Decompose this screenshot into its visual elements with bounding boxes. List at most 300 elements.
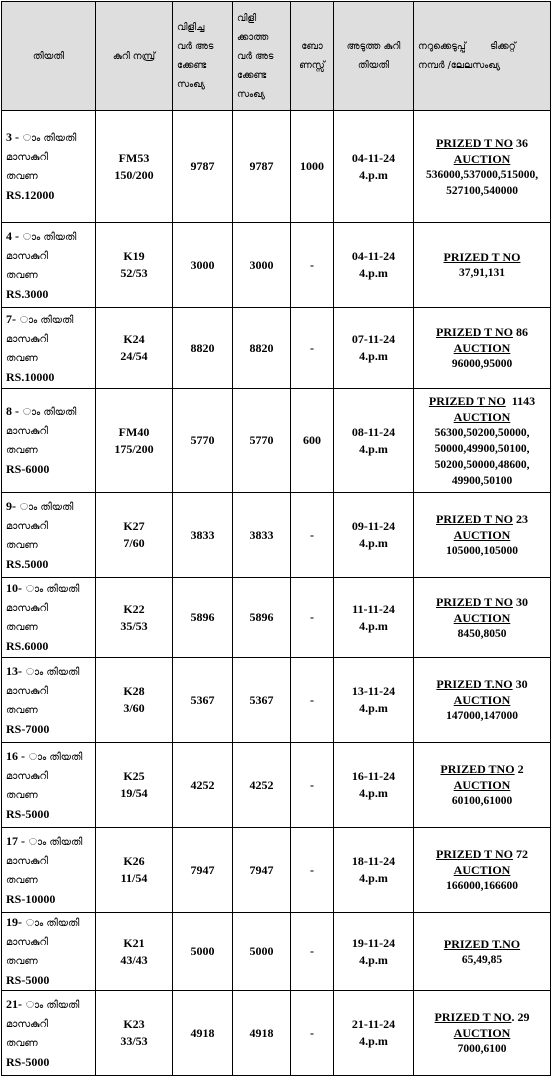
header-next-line: തിയതി (357, 60, 390, 71)
date-number: 4 - (6, 228, 19, 243)
next-date: 04-11-24 (351, 150, 396, 165)
called-amount: 3000 (190, 257, 215, 272)
prize-head-line (418, 1009, 546, 1025)
date-suffix: ാം തിയതി (16, 314, 74, 326)
table-row (2, 389, 551, 493)
called-amount: 5770 (190, 433, 215, 447)
auction-amount-line: 105000,105000 (446, 545, 518, 557)
header-bonus-line: ണസ്സ് (299, 60, 325, 71)
uncalled-amount: 9787 (249, 159, 274, 173)
uncalled-amount-cell (233, 111, 291, 223)
kuri-cell (96, 223, 173, 308)
header-kuri-no (96, 2, 173, 111)
date-suffix: ാം തിയതി (19, 133, 77, 144)
kuri-code: K21 (123, 935, 145, 950)
bonus-cell (291, 828, 334, 913)
bonus-amount: - (310, 1025, 314, 1040)
date-suffix: ാം തിയതി (22, 918, 80, 929)
called-amount-cell (173, 658, 233, 743)
auction-label: AUCTION (453, 610, 511, 625)
prize-label: PRIZED T NO (434, 1010, 512, 1024)
next-date: 19-11-24 (351, 935, 396, 950)
called-amount: 5367 (190, 692, 215, 707)
table-row (2, 991, 551, 1076)
date-line (6, 832, 91, 852)
prize-label: PRIZED T NO (436, 135, 513, 150)
date-number: 10- (6, 581, 22, 595)
called-amount-cell (173, 743, 233, 828)
called-amount-cell (173, 389, 233, 493)
prize-label: PRIZED T.NO (436, 677, 513, 691)
next-date: 11-11-24 (352, 601, 395, 616)
date-cell (2, 308, 96, 389)
called-amount-cell (173, 493, 233, 578)
date-line: മാസകുറി (6, 603, 48, 614)
auction-label: AUCTION (453, 528, 511, 542)
uncalled-amount: 8820 (249, 340, 274, 355)
bonus-cell (291, 578, 334, 658)
date-line: തവണ (6, 789, 38, 801)
date-line (6, 579, 91, 599)
bonus-amount: - (310, 340, 314, 355)
prize-cell (414, 658, 551, 743)
prize-ticket-no: 30 (512, 594, 528, 609)
installment-amount: RS.10000 (6, 369, 55, 384)
prize-label: PRIZED T NO (436, 847, 513, 861)
called-amount-cell (173, 578, 233, 658)
date-line (6, 497, 91, 517)
date-number: 9- (6, 498, 16, 513)
bonus-cell (291, 991, 334, 1076)
next-time: 4.p.m (359, 1034, 388, 1048)
date-number: 13- (6, 663, 22, 678)
header-uncalled-line: ക്കേണ്ട (237, 69, 267, 81)
kuri-code: FM40 (118, 424, 150, 439)
header-next-date (334, 2, 414, 111)
table-row (2, 658, 551, 743)
auction-label: AUCTION (453, 1026, 511, 1040)
next-date-cell (334, 991, 414, 1076)
auction-amount-line: 7000,6100 (457, 1043, 507, 1055)
date-cell (2, 991, 96, 1076)
date-line: തവണ (6, 704, 38, 716)
table-row (2, 223, 551, 308)
date-line: മാസകുറി (6, 770, 48, 782)
bonus-amount: - (310, 527, 314, 542)
prize-ticket-no: 86 (512, 325, 528, 339)
date-suffix: ാം തിയതി (25, 751, 83, 763)
prize-label: PRIZED T.NO (443, 936, 521, 951)
auction-amount-line: 49900,50100 (451, 474, 513, 487)
kuri-code: K25 (123, 769, 145, 783)
uncalled-amount-cell (233, 828, 291, 913)
next-date-cell (334, 828, 414, 913)
kuri-installment: 33/53 (120, 1034, 148, 1048)
prize-cell (414, 991, 551, 1076)
prize-cell (414, 308, 551, 389)
kuri-cell (96, 743, 173, 828)
called-amount-cell (173, 991, 233, 1076)
prize-label: PRIZED T NO (436, 594, 513, 609)
installment-amount: RS.5000 (6, 556, 49, 571)
kuri-code: K28 (123, 684, 145, 698)
prize-ticket-no: . 29 (511, 1010, 530, 1024)
uncalled-amount-cell (233, 913, 291, 991)
date-suffix: ാം തിയതി (25, 836, 83, 848)
bonus-amount: - (310, 610, 314, 624)
kuri-installment: 24/54 (120, 349, 148, 363)
chit-schedule-table (1, 1, 551, 1076)
date-suffix: ാം തിയതി (19, 407, 77, 418)
date-line: മാസകുറി (6, 1018, 48, 1030)
kuri-installment: 11/54 (120, 871, 148, 885)
date-line (6, 662, 91, 682)
date-line: മാസകുറി (6, 937, 48, 948)
bonus-amount: - (310, 862, 314, 877)
date-line (6, 747, 91, 767)
date-line: മാസകുറി (6, 250, 48, 262)
date-line: മാസകുറി (6, 333, 48, 345)
prize-ticket-no: 1143 (505, 393, 536, 408)
auction-label: AUCTION (453, 778, 511, 792)
date-line: തവണ (6, 956, 38, 967)
header-called-line: ക്കേണ്ട (177, 60, 207, 71)
table-row (2, 308, 551, 389)
next-time: 4.p.m (359, 266, 388, 280)
next-time: 4.p.m (359, 441, 388, 456)
table-row (2, 111, 551, 223)
table-body (2, 111, 551, 1076)
prize-cell (414, 913, 551, 991)
header-prize-line: നമ്പർ /ലേലസംഖ്യ (418, 60, 501, 71)
called-amount: 4252 (190, 777, 215, 792)
header-called-line: വർ അട (177, 41, 214, 52)
prize-head-line (418, 511, 546, 527)
installment-amount: RS-5000 (6, 973, 50, 987)
date-line: തവണ (6, 445, 38, 456)
called-amount-cell (173, 308, 233, 389)
bonus-cell (291, 913, 334, 991)
date-line: തവണ (6, 269, 38, 281)
next-date: 07-11-24 (351, 332, 396, 346)
table-row (2, 913, 551, 991)
uncalled-amount-cell (233, 991, 291, 1076)
prize-label: PRIZED TNO (440, 762, 515, 776)
date-line: മാസകുറി (6, 855, 48, 867)
bonus-cell (291, 493, 334, 578)
kuri-cell (96, 308, 173, 389)
installment-amount: RS.6000 (6, 639, 49, 653)
kuri-installment: 3/60 (123, 701, 145, 715)
header-bonus (291, 2, 334, 111)
next-date-cell (334, 111, 414, 223)
prize-head-line (418, 324, 546, 340)
auction-amount-line: 166000,166600 (446, 880, 518, 892)
auction-amount-line: 60100,61000 (451, 795, 513, 807)
next-time: 4.p.m (359, 786, 388, 800)
kuri-code: FM53 (118, 150, 150, 165)
kuri-code: K19 (123, 249, 145, 263)
uncalled-amount: 3000 (249, 257, 274, 272)
bonus-amount: - (310, 692, 314, 707)
next-date: 04-11-24 (351, 249, 396, 263)
uncalled-amount-cell (233, 658, 291, 743)
kuri-code: K24 (123, 332, 145, 346)
date-number: 19- (6, 915, 22, 929)
kuri-cell (96, 111, 173, 223)
header-uncalled-line: വിളി (237, 12, 257, 24)
date-line: തവണ (6, 874, 38, 886)
bonus-amount: 600 (303, 433, 321, 447)
date-cell (2, 658, 96, 743)
next-date-cell (334, 658, 414, 743)
kuri-cell (96, 991, 173, 1076)
called-amount-cell (173, 223, 233, 308)
uncalled-amount: 4252 (249, 777, 274, 792)
date-line: മാസകുറി (6, 152, 48, 163)
kuri-cell (96, 913, 173, 991)
installment-amount: RS.3000 (6, 286, 49, 301)
kuri-cell (96, 828, 173, 913)
header-called-amount (173, 2, 233, 111)
next-time: 4.p.m (359, 536, 388, 550)
uncalled-amount-cell (233, 743, 291, 828)
next-date: 08-11-24 (351, 424, 396, 439)
kuri-installment: 43/43 (120, 952, 148, 967)
installment-amount: RS.12000 (6, 188, 55, 202)
table-row (2, 493, 551, 578)
prize-head-line (418, 936, 546, 952)
bonus-amount: - (310, 944, 314, 958)
next-date-cell (334, 223, 414, 308)
uncalled-amount-cell (233, 493, 291, 578)
prize-head-line (418, 761, 546, 777)
kuri-installment: 35/53 (120, 618, 148, 633)
date-line: മാസകുറി (6, 685, 48, 697)
date-line: തവണ (6, 352, 38, 364)
auction-amount-line: 96000,95000 (451, 358, 513, 370)
table-row (2, 828, 551, 913)
table-header (2, 2, 551, 111)
header-bonus-line: ബോ (301, 41, 323, 52)
prize-ticket-no: 23 (512, 512, 528, 526)
next-time: 4.p.m (359, 349, 388, 363)
date-cell (2, 743, 96, 828)
uncalled-amount: 7947 (249, 862, 274, 877)
header-called-line: സംഖ്യ (177, 79, 205, 90)
uncalled-amount-cell (233, 223, 291, 308)
next-date-cell (334, 493, 414, 578)
bonus-amount: - (310, 257, 314, 272)
prize-label: PRIZED T NO (436, 512, 513, 526)
auction-amount-line: 50200,50000,48600, (434, 458, 530, 471)
called-amount: 5896 (190, 610, 215, 624)
date-line (6, 995, 91, 1015)
next-date-cell (334, 389, 414, 493)
table-row (2, 743, 551, 828)
bonus-cell (291, 658, 334, 743)
prize-head-line (418, 594, 546, 610)
called-amount-cell (173, 828, 233, 913)
prize-head-line (418, 135, 546, 151)
kuri-installment: 19/54 (120, 786, 148, 800)
date-number: 8 - (6, 404, 19, 418)
bonus-cell (291, 308, 334, 389)
prize-head-line (418, 249, 546, 265)
next-date-cell (334, 308, 414, 389)
date-cell (2, 913, 96, 991)
header-uncalled-line: ക്കാത്ത (237, 31, 269, 43)
next-date: 09-11-24 (351, 519, 396, 533)
prize-cell (414, 389, 551, 493)
date-line: തവണ (6, 1037, 38, 1049)
kuri-cell (96, 389, 173, 493)
prize-ticket-no: 36 (512, 135, 528, 150)
date-number: 3 - (6, 130, 19, 144)
kuri-installment: 52/53 (120, 266, 148, 280)
header-uncalled-amount (233, 2, 291, 111)
prize-label: PRIZED T NO (428, 393, 506, 408)
kuri-code: K22 (123, 601, 145, 616)
kuri-cell (96, 658, 173, 743)
next-date: 13-11-24 (351, 684, 396, 698)
auction-amount-line: 50000,49900,50100, (434, 442, 530, 455)
prize-cell (414, 111, 551, 223)
date-line: മാസകുറി (6, 520, 48, 532)
uncalled-amount-cell (233, 308, 291, 389)
bonus-cell (291, 223, 334, 308)
called-amount: 3833 (190, 527, 215, 542)
table-row (2, 578, 551, 658)
kuri-installment: 7/60 (123, 536, 145, 550)
prize-cell (414, 743, 551, 828)
date-line (6, 227, 91, 247)
date-cell (2, 389, 96, 493)
called-amount: 9787 (190, 159, 215, 173)
header-kuri-no-label: കുറി നമ്പ്ര് (112, 50, 156, 62)
uncalled-amount: 4918 (249, 1025, 274, 1040)
next-time: 4.p.m (359, 871, 388, 885)
next-date-cell (334, 578, 414, 658)
uncalled-amount: 5000 (249, 944, 274, 958)
bonus-cell (291, 743, 334, 828)
date-line: തവണ (6, 539, 38, 551)
next-date: 21-11-24 (351, 1017, 396, 1031)
bonus-cell (291, 111, 334, 223)
next-date-cell (334, 913, 414, 991)
uncalled-amount: 5896 (249, 610, 274, 624)
date-line: മാസകുറി (6, 426, 48, 437)
bonus-amount: - (310, 777, 314, 792)
header-prize (414, 2, 551, 111)
kuri-installment: 150/200 (114, 167, 154, 182)
prize-head-line (418, 846, 546, 862)
auction-amount-line: 37,91,131 (459, 267, 505, 279)
called-amount-cell (173, 111, 233, 223)
prize-ticket-no: 30 (512, 677, 528, 691)
date-cell (2, 223, 96, 308)
date-number: 7- (6, 311, 16, 326)
uncalled-amount: 5770 (249, 433, 274, 447)
date-line (6, 913, 91, 933)
auction-label: AUCTION (453, 151, 511, 166)
next-date: 16-11-24 (351, 769, 396, 783)
auction-amount-line: 527100,540000 (446, 184, 518, 197)
auction-amount-line: 536000,537000,515000, (425, 168, 539, 181)
called-amount-cell (173, 913, 233, 991)
installment-amount: RS-5000 (6, 806, 50, 821)
uncalled-amount-cell (233, 389, 291, 493)
auction-label: AUCTION (453, 863, 511, 877)
auction-label: AUCTION (453, 693, 511, 707)
prize-label: PRIZED T NO (436, 325, 513, 339)
next-time: 4.p.m (359, 701, 388, 715)
header-prize-line: നറുക്കെടുപ്പ് ടിക്കറ്റ് (418, 41, 516, 52)
kuri-installment: 175/200 (114, 441, 154, 456)
header-date (2, 2, 96, 111)
called-amount: 4918 (190, 1025, 215, 1040)
bonus-amount: 1000 (300, 159, 324, 173)
date-suffix: ാം തിയതി (22, 999, 80, 1011)
header-date-label: തിയതി (32, 50, 65, 62)
kuri-code: K26 (123, 854, 145, 868)
date-line (6, 402, 91, 422)
prize-head-line (418, 676, 546, 692)
header-row (2, 2, 551, 111)
date-cell (2, 828, 96, 913)
installment-amount: RS-5000 (6, 1054, 50, 1069)
bonus-cell (291, 389, 334, 493)
uncalled-amount-cell (233, 578, 291, 658)
date-line (6, 310, 91, 330)
kuri-cell (96, 493, 173, 578)
date-line (6, 128, 91, 148)
date-cell (2, 111, 96, 223)
header-uncalled-line: വർ അട (237, 50, 274, 62)
called-amount: 7947 (190, 862, 215, 877)
date-cell (2, 578, 96, 658)
date-suffix: ാം തിയതി (22, 584, 80, 595)
prize-cell (414, 578, 551, 658)
prize-ticket-no: 72 (512, 847, 528, 861)
prize-cell (414, 493, 551, 578)
prize-head-line (418, 393, 546, 409)
installment-amount: RS-6000 (6, 462, 50, 476)
date-line: തവണ (6, 622, 38, 633)
date-suffix: ാം തിയതി (19, 231, 77, 243)
uncalled-amount: 3833 (249, 527, 274, 542)
auction-label: AUCTION (453, 409, 511, 424)
called-amount: 8820 (190, 340, 215, 355)
installment-amount: RS-10000 (6, 891, 56, 906)
header-next-line: അടുത്ത കുറി (346, 41, 401, 52)
kuri-code: K23 (123, 1017, 145, 1031)
header-called-line: വിളിച്ച (177, 22, 205, 33)
prize-ticket-no: 2 (514, 762, 524, 776)
called-amount: 5000 (190, 944, 215, 958)
next-time: 4.p.m (359, 952, 388, 967)
date-cell (2, 493, 96, 578)
auction-amount-line: 65,49,85 (461, 953, 503, 966)
auction-amount-line: 147000,147000 (446, 710, 518, 722)
kuri-cell (96, 578, 173, 658)
date-suffix: ാം തിയതി (16, 501, 74, 513)
next-time: 4.p.m (359, 618, 388, 633)
kuri-code: K27 (123, 519, 145, 533)
auction-amount-line: 8450,8050 (457, 627, 507, 640)
next-date: 18-11-24 (351, 854, 396, 868)
auction-label: AUCTION (453, 341, 511, 355)
